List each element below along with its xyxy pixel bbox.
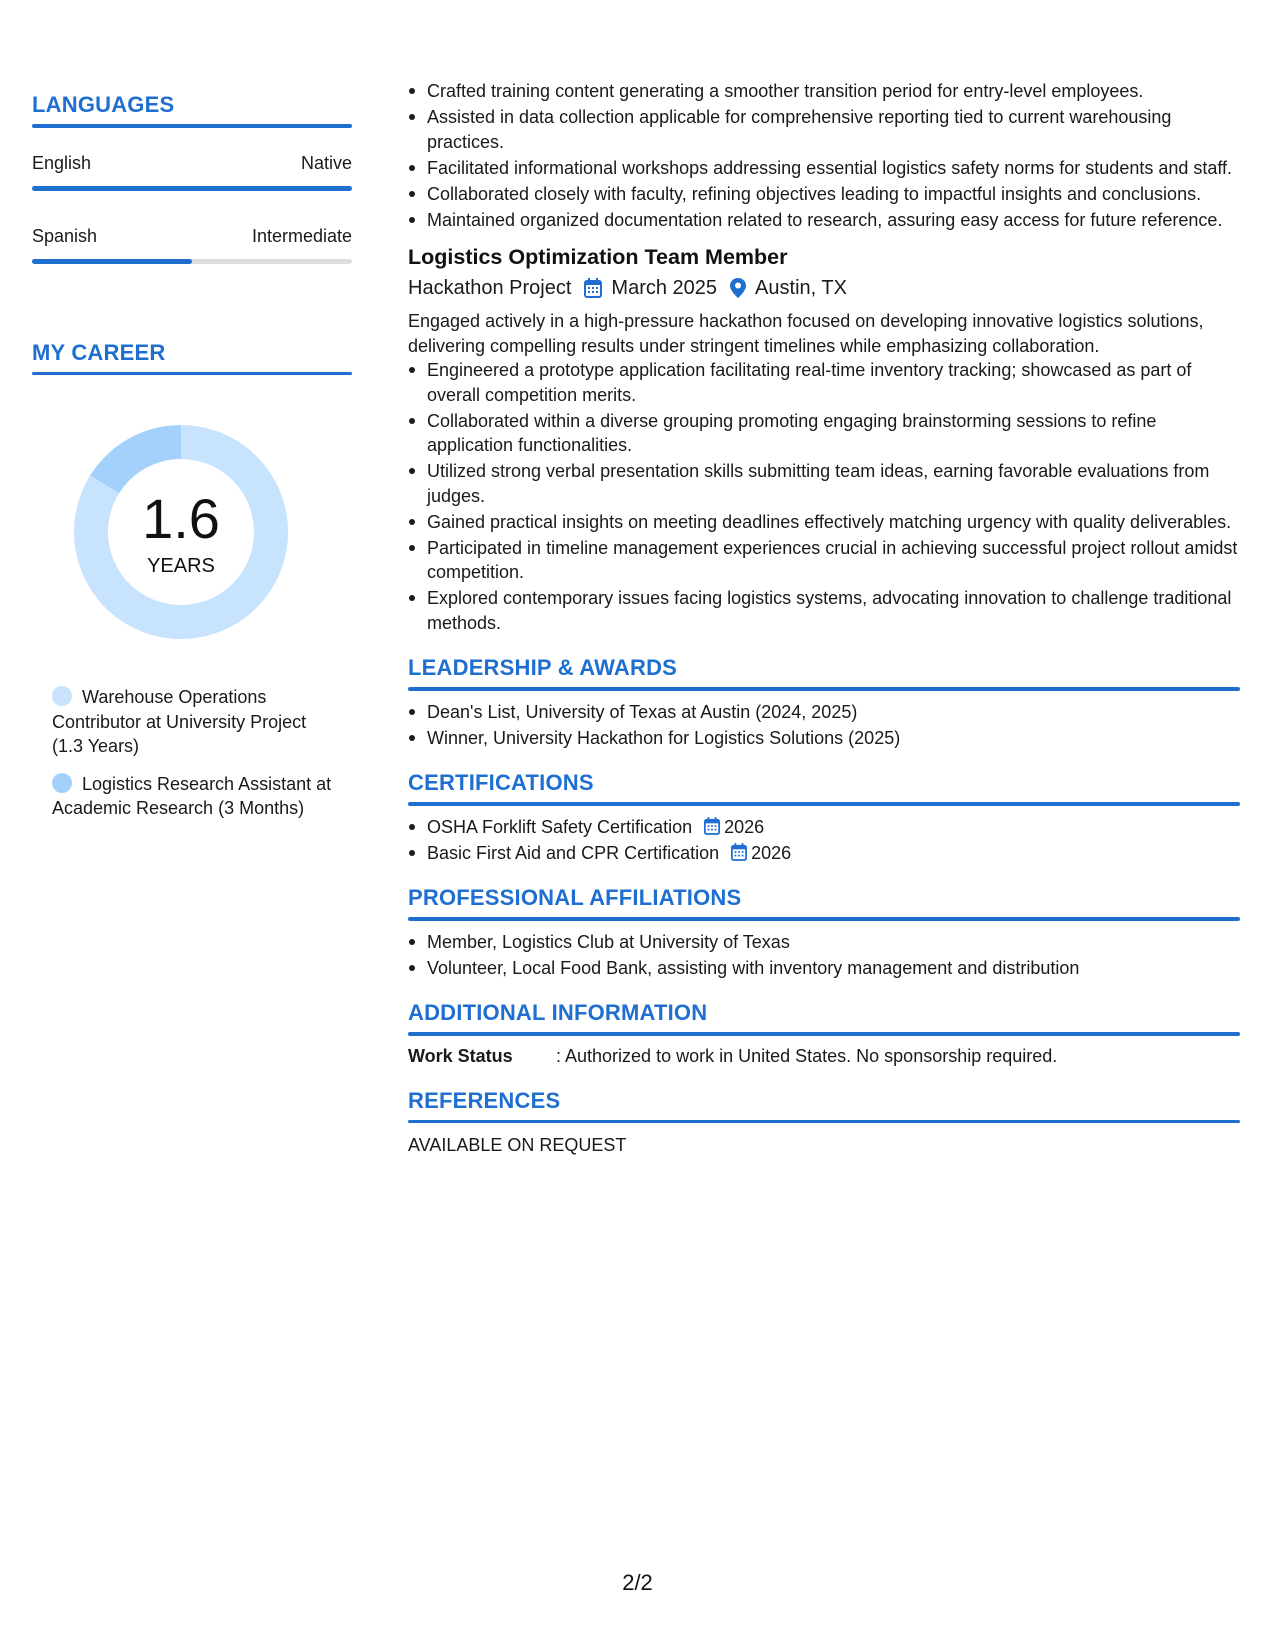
job-company: Hackathon Project [408, 277, 572, 299]
info-row [408, 1044, 1240, 1068]
language-level: Intermediate [251, 225, 352, 246]
section-divider [408, 687, 1240, 691]
proficiency-fill [32, 186, 352, 191]
legend-dot-icon [52, 686, 72, 706]
work-status-value: : Authorized to work in United States. No sponsorship required. [556, 1045, 1058, 1066]
career-heading: MY CAREER [32, 339, 166, 365]
job-meta [408, 275, 1240, 301]
section-divider [408, 802, 1240, 806]
list-item [408, 841, 1240, 866]
languages-heading: LANGUAGES [32, 92, 175, 117]
list-item: Explored contemporary issues facing logistics systems, advocating innovation to challenge traditional methods. [408, 586, 1240, 635]
legend-label: Warehouse Operations Contributor at University Project (1.3 Years) [52, 687, 307, 756]
cert-year: 2026 [724, 816, 765, 837]
career-donut-chart [66, 417, 296, 647]
awards-section [408, 655, 1240, 750]
language-level: Native [300, 152, 352, 173]
location-pin-icon [730, 278, 746, 298]
section-divider [408, 1120, 1240, 1124]
affiliations-list [408, 930, 1240, 981]
list-item: Facilitated informational workshops addressing essential logistics safety norms for students and staff. [408, 156, 1240, 181]
section-divider [32, 124, 352, 128]
references-text: AVAILABLE ON REQUEST [408, 1135, 627, 1155]
legend-item [52, 685, 342, 759]
job-date: March 2025 [611, 277, 718, 299]
certifications-heading: CERTIFICATIONS [408, 770, 594, 795]
list-item: Volunteer, Local Food Bank, assisting with inventory management and distribution [408, 956, 1240, 981]
career-unit: YEARS [147, 555, 215, 577]
proficiency-bar [32, 186, 352, 191]
section-divider [32, 372, 352, 376]
legend-label: Logistics Research Assistant at Academic Research (3 Months) [52, 773, 332, 818]
list-item: Engineered a prototype application facilitating real-time inventory tracking; showcased as part of overall competition merits. [408, 358, 1240, 407]
calendar-icon [704, 817, 720, 835]
list-item: Dean's List, University of Texas at Austin (2024, 2025) [408, 700, 1240, 725]
section-divider [408, 1032, 1240, 1036]
list-item: Maintained organized documentation related to research, assuring easy access for future reference. [408, 208, 1240, 233]
additional-info-section [408, 1000, 1240, 1068]
list-item: Member, Logistics Club at University of Texas [408, 930, 1240, 955]
sidebar [32, 92, 352, 834]
section-divider [408, 917, 1240, 921]
job-entry [408, 244, 1240, 635]
references-heading: REFERENCES [408, 1087, 561, 1113]
career-total: 1.6 [142, 487, 220, 550]
calendar-icon [731, 843, 747, 861]
language-item [32, 152, 352, 191]
job-bullets [408, 358, 1240, 635]
legend-dot-icon [52, 773, 72, 793]
language-name: Spanish [32, 225, 98, 246]
list-item: Participated in timeline management experiences crucial in achieving successful project rollout amidst competition. [408, 536, 1240, 585]
language-name: English [32, 152, 92, 173]
list-item: Winner, University Hackathon for Logistics Solutions (2025) [408, 726, 1240, 751]
language-item [32, 225, 352, 264]
affiliations-section [408, 885, 1240, 980]
career-section [32, 340, 352, 821]
cert-name: OSHA Forklift Safety Certification [427, 816, 693, 837]
job-title: Logistics Optimization Team Member [408, 245, 788, 269]
donut-segment [90, 425, 181, 493]
proficiency-fill [32, 259, 192, 264]
calendar-icon [584, 278, 602, 298]
list-item [408, 815, 1240, 840]
awards-heading: LEADERSHIP & AWARDS [408, 655, 678, 680]
list-item: Collaborated within a diverse grouping promoting engaging brainstorming sessions to refine application functionalities. [408, 409, 1240, 458]
awards-list [408, 700, 1240, 751]
cert-name: Basic First Aid and CPR Certification [427, 842, 720, 863]
previous-job-bullets [408, 79, 1240, 232]
certifications-section [408, 770, 1240, 865]
page-number: 2/2 [622, 1570, 653, 1595]
work-status-label: Work Status [408, 1045, 513, 1066]
main-content [408, 79, 1240, 1157]
list-item: Assisted in data collection applicable for comprehensive reporting tied to current warehousing practices. [408, 105, 1240, 154]
job-location: Austin, TX [755, 277, 847, 299]
affiliations-heading: PROFESSIONAL AFFILIATIONS [408, 885, 742, 910]
proficiency-bar [32, 259, 352, 264]
languages-section [32, 92, 352, 264]
list-item: Utilized strong verbal presentation skills submitting team ideas, earning favorable evaluations from judges. [408, 459, 1240, 508]
list-item: Collaborated closely with faculty, refining objectives leading to impactful insights and conclusions. [408, 182, 1240, 207]
career-legend [52, 685, 342, 821]
certifications-list [408, 815, 1240, 866]
additional-info-heading: ADDITIONAL INFORMATION [408, 1000, 708, 1025]
list-item: Gained practical insights on meeting deadlines effectively matching urgency with quality deliverables. [408, 510, 1240, 535]
references-section [408, 1088, 1240, 1158]
legend-item [52, 772, 342, 821]
cert-year: 2026 [751, 842, 792, 863]
job-description: Engaged actively in a high-pressure hackathon focused on developing innovative logistics solutions, delivering compelling results under stringent timelines while emphasizing collaboration. [408, 311, 1204, 356]
list-item: Crafted training content generating a smoother transition period for entry-level employees. [408, 79, 1240, 104]
